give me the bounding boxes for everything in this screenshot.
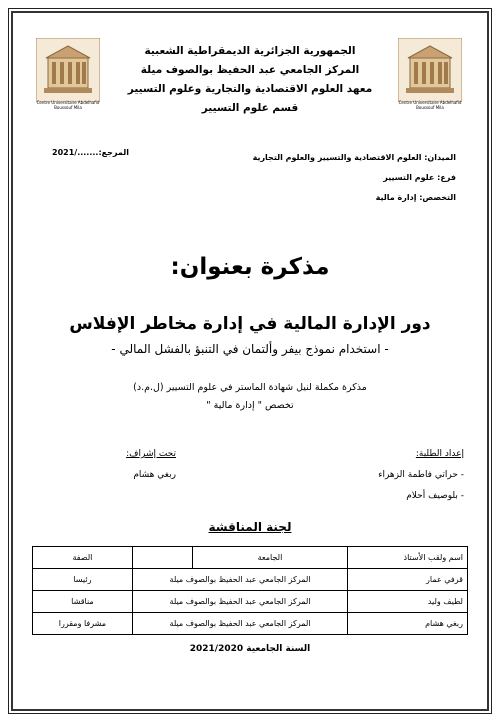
committee-table — [32, 546, 468, 635]
member-university: المركز الجامعي عبد الحفيظ بوالصوف ميلة — [132, 591, 347, 613]
building-icon — [36, 38, 100, 102]
meta-fields — [236, 148, 456, 208]
table-row — [33, 569, 468, 591]
member-university: المركز الجامعي عبد الحفيظ بوالصوف ميلة — [132, 613, 347, 635]
academic-year: السنة الجامعية 2021/2020 — [189, 644, 311, 654]
member-role: مناقشا — [33, 591, 133, 613]
meta-branch: فرع: علوم التسيير — [383, 173, 456, 182]
member-university: المركز الجامعي عبد الحفيظ بوالصوف ميلة — [132, 569, 347, 591]
memo-title: مذكرة بعنوان: — [170, 254, 330, 280]
thesis-title: دور الإدارة المالية في إدارة مخاطر الإفلاس — [69, 314, 431, 334]
member-role: رئيسا — [33, 569, 133, 591]
student-name: - بلوصيف أحلام — [406, 491, 464, 501]
meta-specialty: التخصص: إدارة مالية — [375, 193, 456, 202]
university-logo-right: Centre Universitaire Abdelhafid Boussouf Mila — [398, 38, 462, 110]
committee-title: لجنة المناقشة — [208, 520, 292, 534]
thesis-subtitle: - استخدام نموذج بيفر وألتمان في التنبؤ بالفشل المالي - — [111, 342, 389, 356]
member-name: ربغي هشام — [348, 613, 468, 635]
header-name: اسم ولقب الأستاذ — [348, 547, 468, 569]
meta-field: الميدان: العلوم الاقتصادية والتسيير والعلوم التجارية — [252, 153, 456, 162]
member-name: قرفي عمار — [348, 569, 468, 591]
member-role: مشرفا ومقررا — [33, 613, 133, 635]
institution-header — [100, 42, 400, 118]
building-icon — [398, 38, 462, 102]
header-republic: الجمهورية الجزائرية الديمقراطية الشعبية — [144, 45, 356, 57]
header-role: الصفة — [33, 547, 133, 569]
header-institute: معهد العلوم الاقتصادية والتجارية وعلوم التسيير — [127, 83, 373, 95]
header-university: الجامعة — [192, 547, 348, 569]
header-spacer — [132, 547, 192, 569]
university-logo-left: Centre Universitaire Abdelhafid Boussouf Mila — [36, 38, 100, 110]
table-row — [33, 591, 468, 613]
header-center: المركز الجامعي عبد الحفيظ بوالصوف ميلة — [140, 64, 360, 76]
specialty-line: تخصص " إدارة مالية " — [206, 400, 294, 411]
supervisor-name: ربغي هشام — [133, 470, 176, 480]
member-name: لطيف وليد — [348, 591, 468, 613]
degree-line: مذكرة مكملة لنيل شهادة الماستر في علوم التسيير (ل.م.د) — [133, 382, 367, 393]
table-header-row — [33, 547, 468, 569]
table-row — [33, 613, 468, 635]
meta-reference: المرجع:......./2021 — [52, 148, 129, 157]
student-name: - حراتي فاطمة الزهراء — [378, 470, 464, 480]
students-label: إعداد الطلبة: — [415, 449, 464, 459]
header-department: قسم علوم التسيير — [201, 102, 299, 114]
students-block — [284, 444, 464, 507]
supervisor-label: تحت إشراف: — [126, 449, 176, 459]
supervisor-block — [56, 444, 176, 486]
